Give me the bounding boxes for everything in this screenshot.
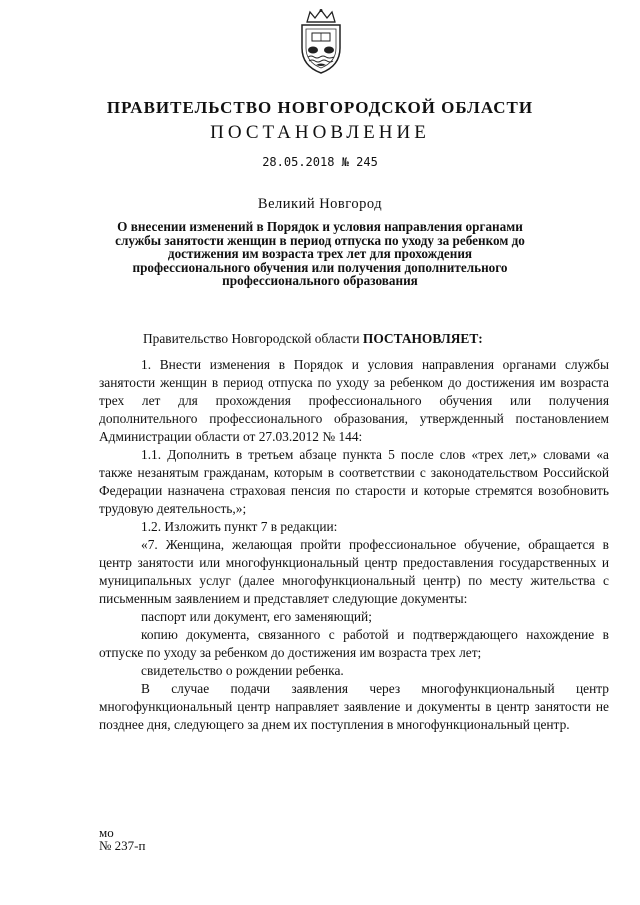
- paragraph-1-2: 1.2. Изложить пункт 7 в редакции:: [141, 519, 338, 534]
- intro-paragraph: [99, 330, 609, 348]
- footer: [99, 826, 145, 852]
- date-and-number: 28.05.2018 № 245: [262, 155, 378, 169]
- list-item-birth-certificate: свидетельство о рождении ребенка.: [141, 663, 344, 678]
- government-name: ПРАВИТЕЛЬСТВО НОВГОРОДСКОЙ ОБЛАСТИ: [106, 98, 534, 117]
- paragraph-1-1: 1.1. Дополнить в третьем абзаце пункта 5 после слов «трех лет,» словами «а также незанятым гражданам, которым в соответствии с законодательством Российской Федерации назначена страховая пенсия по старости и которые стремятся возобновить трудовую деятельность,»;: [99, 447, 609, 516]
- intro-text: Правительство Новгородской области: [143, 331, 363, 346]
- city: Великий Новгород: [257, 196, 383, 212]
- footer-initials: мо: [99, 825, 114, 840]
- list-item-work-document: копию документа, связанного с работой и подтверждающего нахождение в отпуске по уходу за ребенком до достижения им возраста трех лет;: [99, 627, 609, 660]
- paragraph-1: 1. Внести изменения в Порядок и условия направления органами службы занятости женщин в период отпуска по уходу за ребенком до достижения им возраста трех лет для прохождения профессионального обучения или получения дополнительного профессионального образования, утвержденный постановлением Администрации области от 27.03.2012 № 144:: [99, 357, 609, 444]
- document-title: О внесении изменений в Порядок и условия направления органами службы занятости женщин в период отпуска по уходу за ребенком до достижения им возраста трех лет для прохождения профессионального обучения или получения дополнительного профессионального образования: [115, 219, 525, 288]
- list-item-passport: паспорт или документ, его заменяющий;: [141, 609, 372, 624]
- document-body: [99, 330, 609, 734]
- paragraph-7: «7. Женщина, желающая пройти профессиональное обучение, обращается в центр занятости или многофункциональный центр предоставления государственных и муниципальных услуг (далее многофункциональный центр) по месту жительства с письменным заявлением и представляет следующие документы:: [99, 537, 609, 606]
- coat-of-arms-emblem: [292, 8, 350, 76]
- document-type: ПОСТАНОВЛЕНИЕ: [210, 122, 430, 143]
- intro-verb: ПОСТАНОВЛЯЕТ:: [362, 331, 483, 346]
- paragraph-mfc: В случае подачи заявления через многофункциональный центр многофункциональный центр направляет заявление и документы в центр занятости не позднее дня, следующего за днем их поступления в многофункциональный центр.: [99, 681, 609, 732]
- footer-number: № 237-п: [99, 838, 146, 853]
